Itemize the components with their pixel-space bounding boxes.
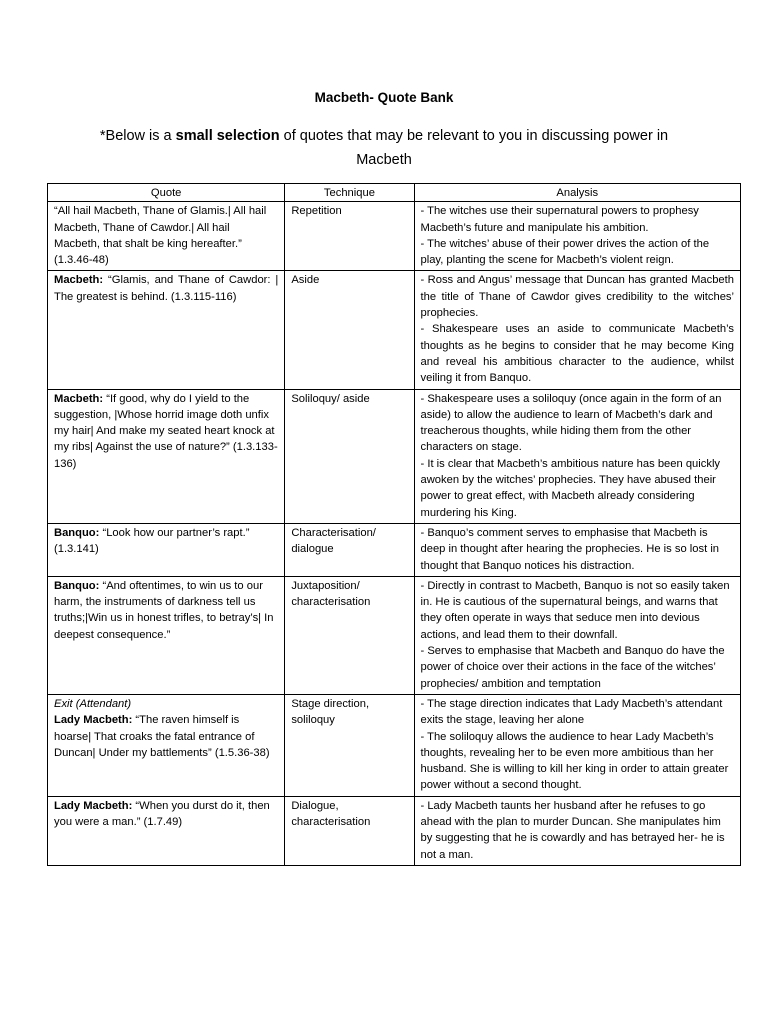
table-row: [48, 271, 741, 389]
header-quote: Quote: [48, 184, 285, 202]
quote-cell: [48, 202, 285, 271]
quote-text: “All hail Macbeth, Thane of Glamis.| All hail Macbeth, Thane of Cawdor.| All hail Macbeth, that shalt be king hereafter.” (1.3.46-48): [54, 205, 267, 267]
technique-cell: Juxtaposition/ characterisation: [285, 576, 414, 694]
intro-prefix: *Below is a: [99, 128, 176, 144]
table-row: [48, 202, 741, 271]
table-row: [48, 576, 741, 694]
quote-cell: [48, 523, 285, 576]
analysis-point: - The stage direction indicates that Lady Macbeth’s attendant exits the stage, leaving her alone: [420, 697, 723, 727]
analysis-point: - The witches’ abuse of their power drives the action of the play, planting the scene for Macbeth’s violent reign.: [420, 237, 710, 267]
quote-text: “When you durst do it, then you were a man.” (1.7.49): [54, 799, 270, 828]
header-technique: Technique: [285, 184, 414, 202]
document-title: Macbeth- Quote Bank: [314, 90, 454, 105]
speaker-name: Lady Macbeth:: [54, 799, 133, 812]
quote-cell: [48, 389, 285, 523]
analysis-point: - Ross and Angus’ message that Duncan has granted Macbeth the title of Thane of Cawdor gives credibility to the witches’ prophecies.: [420, 274, 734, 320]
technique-cell: Stage direction, soliloquy: [285, 694, 414, 796]
analysis-point: - Shakespeare uses a soliloquy (once again in the form of an aside) to allow the audience to learn of Macbeth’s dark and treacherous thoughts, while hiding them from the other characters on stage.: [420, 392, 722, 454]
quote-text: “If good, why do I yield to the suggestion, |Whose horrid image doth unfix my hair| And make my seated heart knock at my ribs| Against the use of nature?” (1.3.133-136): [54, 392, 278, 470]
quote-table: [47, 183, 741, 866]
table-row: [48, 389, 741, 523]
technique-cell: Aside: [285, 271, 414, 389]
stage-direction: Exit (Attendant): [54, 697, 132, 710]
intro-text: [74, 124, 694, 172]
speaker-name: Banquo:: [54, 579, 100, 592]
quote-text: “Look how our partner’s rapt.” (1.3.141): [54, 526, 250, 556]
analysis-point: - Directly in contrast to Macbeth, Banquo is not so easily taken in. He is cautious of the supernatural beings, and warns that they often operate in ways that seduce men into devious actions, and lead them to their downfall.: [420, 579, 730, 641]
quote-cell: [48, 576, 285, 694]
header-analysis: Analysis: [414, 184, 741, 202]
analysis-point: - Banquo’s comment serves to emphasise that Macbeth is deep in thought after hearing the prophecies. He is so lost in thought that Banquo notices his distraction.: [420, 526, 720, 572]
table-row: [48, 694, 741, 796]
quote-text: “Glamis, and Thane of Cawdor: | The greatest is behind. (1.3.115-116): [54, 274, 279, 303]
quote-text: “And oftentimes, to win us to our harm, the instruments of darkness tell us truths;|Win us in honest trifles, to betray’s| In deepest consequence.”: [54, 579, 274, 641]
table-row: [48, 796, 741, 865]
speaker-name: Macbeth:: [54, 274, 104, 287]
analysis-point: - Lady Macbeth taunts her husband after he refuses to go ahead with the plan to murder Duncan. She manipulates him by suggesting that he is cowardly and has betrayed her- he is not a man.: [420, 799, 725, 861]
technique-cell: Soliloquy/ aside: [285, 389, 414, 523]
technique-cell: Characterisation/ dialogue: [285, 523, 414, 576]
quote-text: “The raven himself is hoarse| That croaks the fatal entrance of Duncan| Under my battlements” (1.5.36-38): [54, 714, 270, 759]
quote-cell: [48, 271, 285, 389]
technique-cell: Dialogue, characterisation: [285, 796, 414, 865]
analysis-point: - The witches use their supernatural powers to prophesy Macbeth’s future and manipulate his ambition.: [420, 205, 699, 234]
analysis-cell: [414, 576, 741, 694]
speaker-name: Macbeth:: [54, 392, 104, 405]
analysis-point: - It is clear that Macbeth’s ambitious nature has been quickly awoken by the witches’ prophecies. They have abused their power to great effect, with Macbeth already considering murdering his King.: [420, 457, 721, 519]
speaker-name: Lady Macbeth:: [54, 714, 133, 727]
intro-suffix: of quotes that may be relevant to you in discussing power in Macbeth: [279, 128, 669, 168]
technique-cell: Repetition: [285, 202, 414, 271]
analysis-cell: [414, 202, 741, 271]
table-header-row: [48, 184, 741, 202]
analysis-cell: [414, 796, 741, 865]
quote-cell: [48, 694, 285, 796]
intro-emphasis: small selection: [175, 128, 280, 144]
analysis-cell: [414, 694, 741, 796]
quote-cell: [48, 796, 285, 865]
analysis-cell: [414, 523, 741, 576]
analysis-point: - The soliloquy allows the audience to hear Lady Macbeth’s thoughts, revealing her to be even more ambitious than her husband. She is willing to kill her king in order to attain greater power without a second thought.: [420, 730, 729, 792]
analysis-cell: [414, 389, 741, 523]
analysis-point: - Serves to emphasise that Macbeth and Banquo do have the power of choice over their actions in the face of the witches’ prophecies/ ambition and temptation: [420, 645, 725, 690]
table-row: [48, 523, 741, 576]
speaker-name: Banquo:: [54, 526, 100, 539]
analysis-cell: [414, 271, 741, 389]
analysis-point: - Shakespeare uses an aside to communicate Macbeth’s thoughts as he begins to consider that he may become King and reveal his ambitious character to the audience, whilst veiling it from Banquo.: [420, 323, 734, 385]
